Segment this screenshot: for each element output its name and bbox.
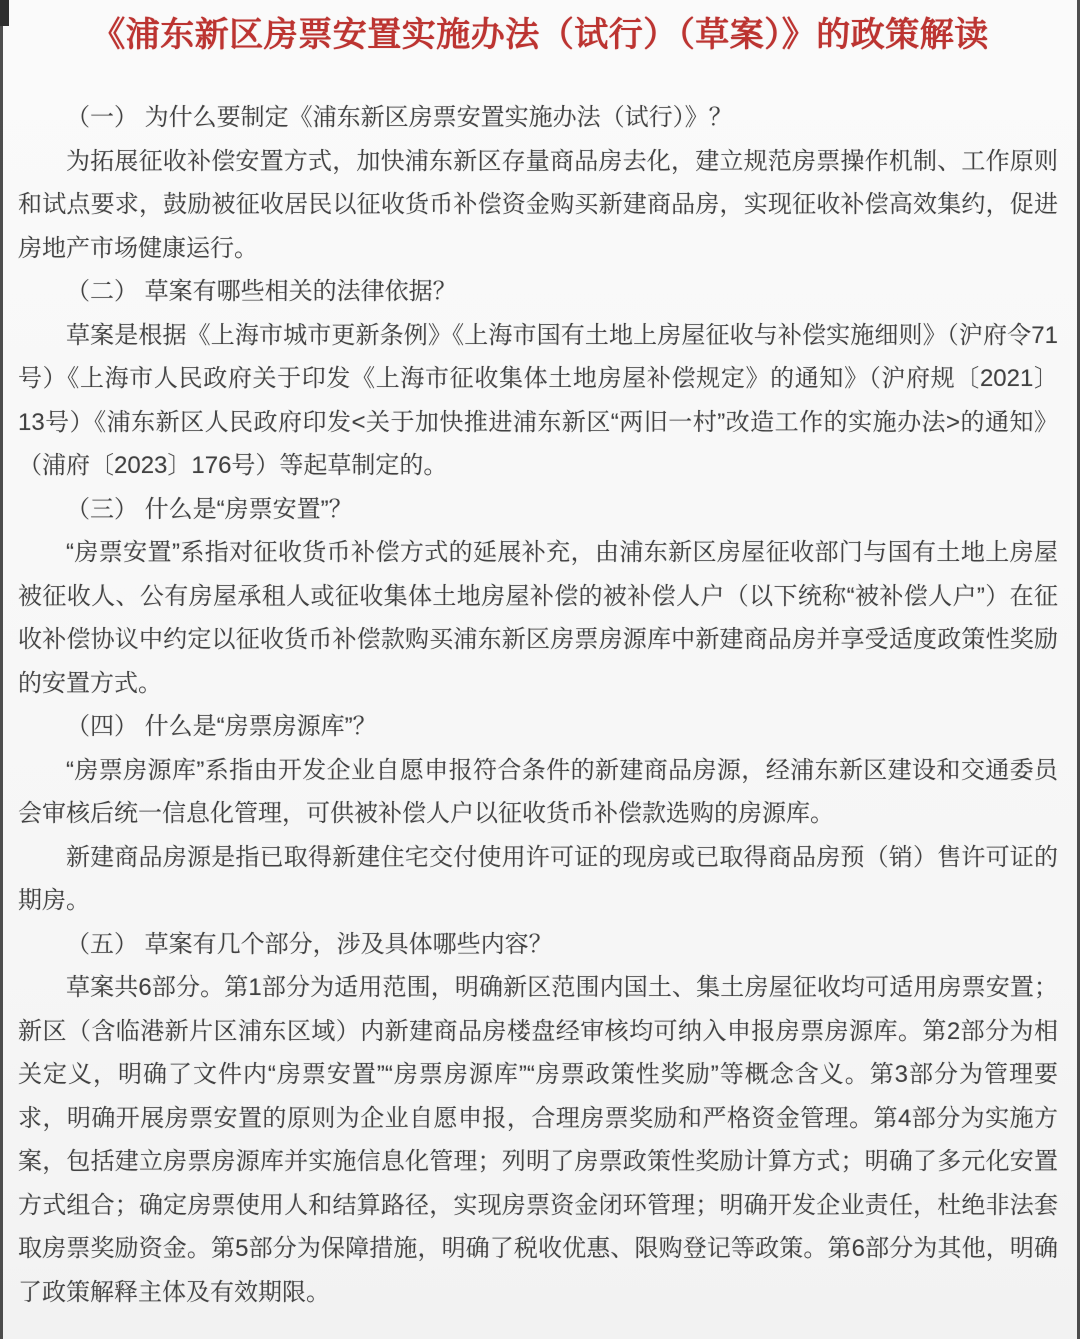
document-title: 《浦东新区房票安置实施办法（试行）（草案）》的政策解读 — [91, 16, 989, 54]
section-3-heading: （三） 什么是“房票安置”？ — [66, 495, 353, 523]
document-body — [0, 96, 1080, 1314]
section-2-paragraph-1: 草案是根据《上海市城市更新条例》《上海市国有土地上房屋征收与补偿实施细则》（沪府令71号）《上海市人民政府关于印发《上海市征收集体土地房屋补偿规定》的通知》（沪府规〔2021〕13号）《浦东新区人民政府印发<关于加快推进浦东新区“两旧一村”改造工作的实施办法>的通知》（浦府〔2023〕176号）等起草制定的。 — [18, 321, 1058, 479]
section-1-heading: （一） 为什么要制定《浦东新区房票安置实施办法（试行）》？ — [66, 104, 733, 131]
page-corner-mark — [0, 0, 9, 26]
section-3-paragraph-1: “房票安置”系指对征收货币补偿方式的延展补充，由浦东新区房屋征收部门与国有土地上房屋被征收人、公有房屋承租人或征收集体土地房屋补偿的被补偿人户（以下统称“被补偿人户”）在征收补偿协议中约定以征收货币补偿款购买浦东新区房票房源库中新建商品房并享受适度政策性奖励的安置方式。 — [18, 539, 1058, 697]
section-5-paragraph-1: 草案共6部分。第1部分为适用范围，明确新区范围内国土、集土房屋征收均可适用房票安置；新区（含临港新片区浦东区域）内新建商品房楼盘经审核均可纳入申报房票房源库。第2部分为相关定义，明确了文件内“房票安置”“房票房源库”“房票政策性奖励”等概念含义。第3部分为管理要求，明确开展房票安置的原则为企业自愿申报，合理房票奖励和严格资金管理。第4部分为实施方案，包括建立房票房源库并实施信息化管理；列明了房票政策性奖励计算方式；明确了多元化安置方式组合；确定房票使用人和结算路径，实现房票资金闭环管理；明确开发企业责任，杜绝非法套取房票奖励资金。第5部分为保障措施，明确了税收优惠、限购登记等政策。第6部分为其他，明确了政策解释主体及有效期限。 — [18, 974, 1058, 1306]
section-5-heading: （五） 草案有几个部分，涉及具体哪些内容？ — [66, 930, 553, 958]
section-4-paragraph-1: “房票房源库”系指由开发企业自愿申报符合条件的新建商品房源，经浦东新区建设和交通委员会审核后统一信息化管理，可供被补偿人户以征收货币补偿款选购的房源库。 — [18, 756, 1058, 827]
page-left-border-line — [0, 0, 3, 1339]
section-2-heading: （二） 草案有哪些相关的法律依据？ — [66, 278, 457, 305]
section-1-paragraph-1: 为拓展征收补偿安置方式，加快浦东新区存量商品房去化，建立规范房票操作机制、工作原则和试点要求，鼓励被征收居民以征收货币补偿资金购买新建商品房，实现征收补偿高效集约，促进房地产市场健康运行。 — [18, 147, 1058, 262]
section-4-heading: （四） 什么是“房票房源库”？ — [66, 713, 377, 740]
section-4-paragraph-2: 新建商品房源是指已取得新建住宅交付使用许可证的现房或已取得商品房预（销）售许可证的期房。 — [18, 843, 1058, 914]
